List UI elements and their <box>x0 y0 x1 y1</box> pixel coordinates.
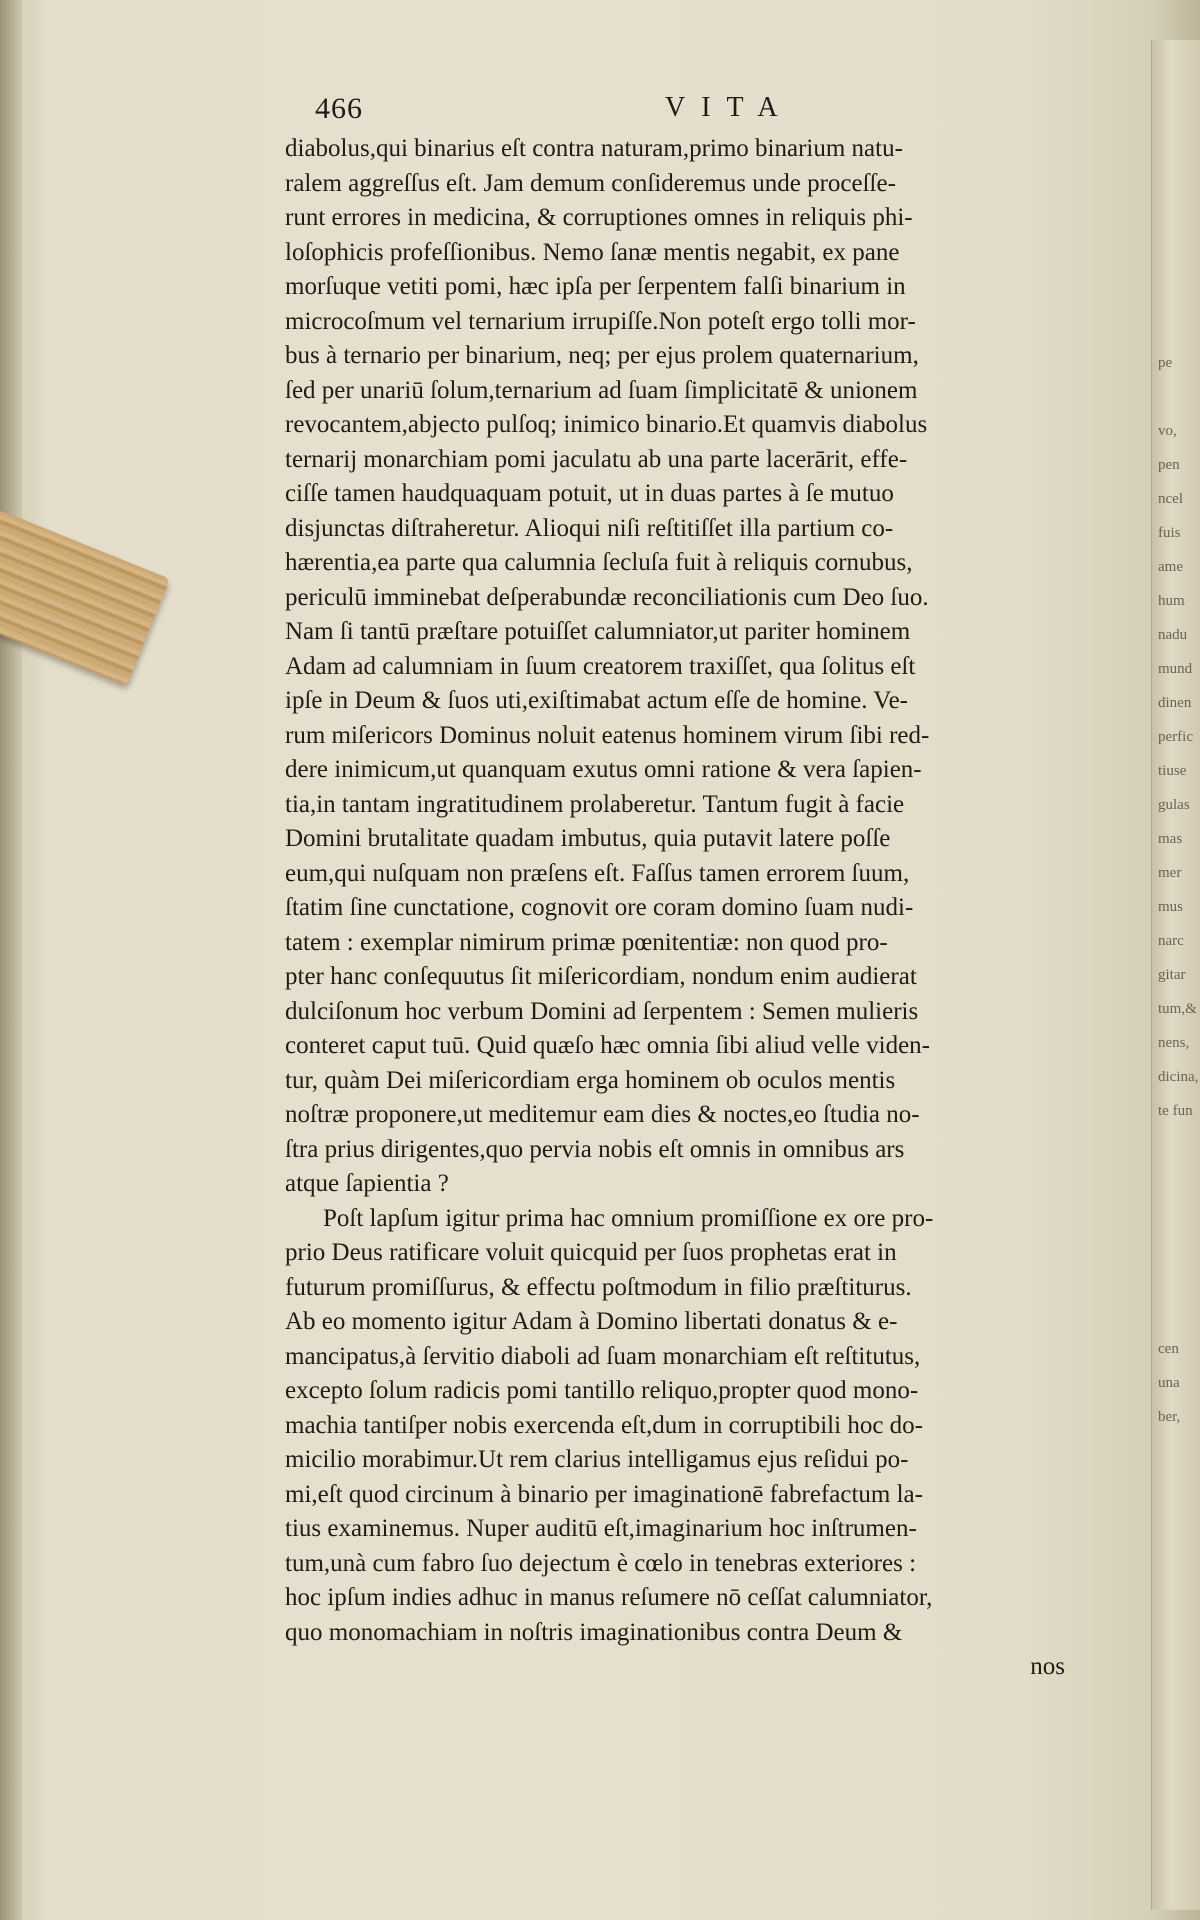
adjacent-page-fragment: gulas <box>1158 797 1190 813</box>
running-head-title: VITA <box>665 92 794 123</box>
text-line: prio Deus ratificare voluit quicquid per ſuos prophetas erat in <box>285 1239 897 1266</box>
adjacent-page-fragment <box>1152 1196 1200 1230</box>
text-line: quo monomachiam in noſtris imaginationibus contra Deum & <box>285 1618 903 1646</box>
adjacent-page-fragment: ame <box>1158 559 1183 575</box>
adjacent-page-fragment: mer <box>1158 865 1182 881</box>
adjacent-page-fragment <box>1152 1230 1200 1264</box>
adjacent-page-fragment: tiuse <box>1158 763 1187 779</box>
adjacent-page-fragment: tum,& <box>1158 1001 1197 1017</box>
adjacent-page-fragment: narc <box>1158 933 1184 949</box>
catchword: nos <box>1030 1653 1065 1680</box>
text-line: ſed per unariū ſolum,ternarium ad ſuam ſimplicitatē & unionem <box>285 376 918 404</box>
adjacent-page-fragment: ncel <box>1158 491 1183 507</box>
adjacent-page-fragment <box>1152 244 1200 278</box>
text-line: Ab eo momento igitur Adam à Domino libertati donatus & e- <box>285 1308 898 1335</box>
adjacent-page-fragment <box>1152 1162 1200 1196</box>
text-line: ipſe in Deum & ſuos uti,exiſtimabat actum eſſe de homine. Ve- <box>285 687 909 714</box>
adjacent-page-fragment: mus <box>1158 899 1184 915</box>
text-line: Nam ſi tantū præſtare potuiſſet calumniator,ut pariter hominem <box>285 618 911 645</box>
text-line: tum,unà cum fabro ſuo dejectum è cœlo in tenebras exteriores : <box>285 1549 917 1577</box>
text-line: disjunctas diſtraheretur. Alioqui niſi reſtitiſſet illa partium co- <box>285 514 894 542</box>
adjacent-page-fragment: mund <box>1158 661 1193 677</box>
adjacent-page-fragment: cen <box>1158 1341 1179 1357</box>
adjacent-page-fragment <box>1152 210 1200 244</box>
page-number: 466 <box>315 92 363 125</box>
adjacent-page-fragment: hum <box>1158 593 1185 609</box>
text-line: noſtræ proponere,ut meditemur eam dies & noctes,eo ſtudia no- <box>285 1101 920 1128</box>
text-line: diabolus,qui binarius eſt contra naturam,primo binarium natu- <box>285 135 903 162</box>
adjacent-page-fragment <box>1152 1298 1200 1332</box>
text-line: micilio morabimur.Ut rem clarius intelligamus ejus reſidui po- <box>285 1446 909 1473</box>
adjacent-page-fragment <box>1152 1128 1200 1162</box>
text-line: tatem : exemplar nimirum primæ pœnitentiæ: non quod pro- <box>285 928 888 956</box>
text-line: ſtatim ſine cunctatione, cognovit ore coram domino ſuam nudi- <box>285 894 914 921</box>
adjacent-page-fragment: gitar <box>1158 967 1186 983</box>
adjacent-page-fragment: dicina, <box>1158 1069 1199 1085</box>
text-line: ciſſe tamen haudquaquam potuit, ut in duas partes à ſe mutuo <box>285 480 894 507</box>
text-line: excepto ſolum radicis pomi tantillo reliquo,propter quod mono- <box>285 1377 919 1404</box>
adjacent-page-fragment: pe <box>1158 355 1173 371</box>
text-line: hærentia,ea parte qua calumnia ſecluſa fuit à reliquis cornubus, <box>285 549 913 576</box>
text-line: ſtra prius dirigentes,quo pervia nobis eſt omnis in omnibus ars <box>285 1135 905 1163</box>
running-head <box>285 92 1105 132</box>
text-line: ternarij monarchiam pomi jaculatu ab una parte lacerārit, effe- <box>285 445 908 473</box>
text-line: morſuque vetiti pomi, hæc ipſa per ſerpentem falſi binarium in <box>285 273 906 300</box>
adjacent-page-fragment: ber, <box>1158 1409 1181 1425</box>
adjacent-page-fragment <box>1152 176 1200 210</box>
text-line: Poſt lapſum igitur prima hac omnium promiſſione ex ore pro- <box>323 1204 934 1232</box>
text-line: mi,eſt quod circinum à binario per imaginationē fabrefactum la- <box>285 1480 923 1508</box>
text-line: Domini brutalitate quadam imbutus, quia putavit latere poſſe <box>285 825 891 852</box>
adjacent-page-fragment: mas <box>1158 831 1183 847</box>
text-line: microcoſmum vel ternarium irrupiſſe.Non poteſt ergo tolli mor- <box>285 307 916 335</box>
adjacent-page-fragment: una <box>1158 1375 1180 1391</box>
adjacent-page-fragment: vo, <box>1158 423 1177 439</box>
adjacent-page-text <box>1152 40 1200 1434</box>
adjacent-page-fragment <box>1152 142 1200 176</box>
adjacent-page-fragment: pen <box>1158 457 1180 473</box>
adjacent-page-fragment <box>1152 278 1200 312</box>
adjacent-page-fragment: nens, <box>1158 1035 1190 1051</box>
text-line: pter hanc conſequutus ſit miſericordiam, nondum enim audierat <box>285 963 917 990</box>
text-line: ralem aggreſſus eſt. Jam demum conſideremus unde proceſſe- <box>285 169 896 197</box>
text-line: tur, quàm Dei miſericordiam erga hominem ob oculos mentis <box>285 1066 896 1094</box>
text-line: periculū imminebat deſperabundæ reconciliationis cum Deo ſuo. <box>285 583 929 611</box>
text-line: dere inimicum,ut quanquam exutus omni ratione & vera ſapien- <box>285 756 922 783</box>
body-text <box>285 132 1105 1650</box>
text-line: loſophicis profeſſionibus. Nemo ſanæ mentis negabit, ex pane <box>285 238 900 266</box>
text-line: Adam ad calumniam in ſuum creatorem traxiſſet, qua ſolitus eſt <box>285 652 916 680</box>
adjacent-page-fragment <box>1152 74 1200 108</box>
text-line: runt errores in medicina, & corruptiones omnes in reliquis phi- <box>285 204 913 231</box>
adjacent-page-fragment: fuis <box>1158 525 1181 541</box>
adjacent-page-fragment: te fun <box>1158 1103 1193 1119</box>
text-line: revocantem,abjecto pulſoq; inimico binario.Et quamvis diabolus <box>285 411 928 438</box>
adjacent-page-fragment: dinen <box>1158 695 1192 711</box>
text-line: rum miſericors Dominus noluit eatenus hominem virum ſibi red- <box>285 721 930 749</box>
adjacent-page-fragment: nadu <box>1158 627 1188 643</box>
adjacent-page-fragment <box>1152 312 1200 346</box>
text-line: machia tantiſper nobis exercenda eſt,dum in corruptibili hoc do- <box>285 1411 923 1439</box>
text-line: tia,in tantam ingratitudinem prolaberetur. Tantum fugit à facie <box>285 790 905 818</box>
adjacent-page-fragment <box>1152 380 1200 414</box>
adjacent-page-fragment: perfic <box>1158 729 1193 745</box>
text-line: dulciſonum hoc verbum Domini ad ſerpentem : Semen mulieris <box>285 997 919 1025</box>
text-line: tius examinemus. Nuper auditū eſt,imaginarium hoc inſtrumen- <box>285 1515 917 1542</box>
binding-edge <box>0 0 22 1920</box>
adjacent-page-fragment <box>1152 40 1200 74</box>
text-line: hoc ipſum indies adhuc in manus reſumere nō ceſſat calumniator, <box>285 1584 933 1611</box>
adjacent-page-fragment <box>1152 108 1200 142</box>
text-line: futurum promiſſurus, & effectu poſtmodum in filio præſtiturus. <box>285 1273 912 1301</box>
text-line: mancipatus,à ſervitio diaboli ad ſuam monarchiam eſt reſtitutus, <box>285 1342 921 1370</box>
text-line: eum,qui nuſquam non præſens eſt. Faſſus tamen errorem ſuum, <box>285 859 910 887</box>
book-page <box>285 92 1105 1685</box>
text-line: conteret caput tuū. Quid quæſo hæc omnia ſibi aliud velle viden- <box>285 1032 930 1059</box>
adjacent-page-fragment <box>1152 1264 1200 1298</box>
text-line: bus à ternario per binarium, neq; per ejus prolem quaternarium, <box>285 342 919 369</box>
adjacent-page-edge <box>1151 40 1200 1910</box>
text-line: atque ſapientia ? <box>285 1170 449 1197</box>
